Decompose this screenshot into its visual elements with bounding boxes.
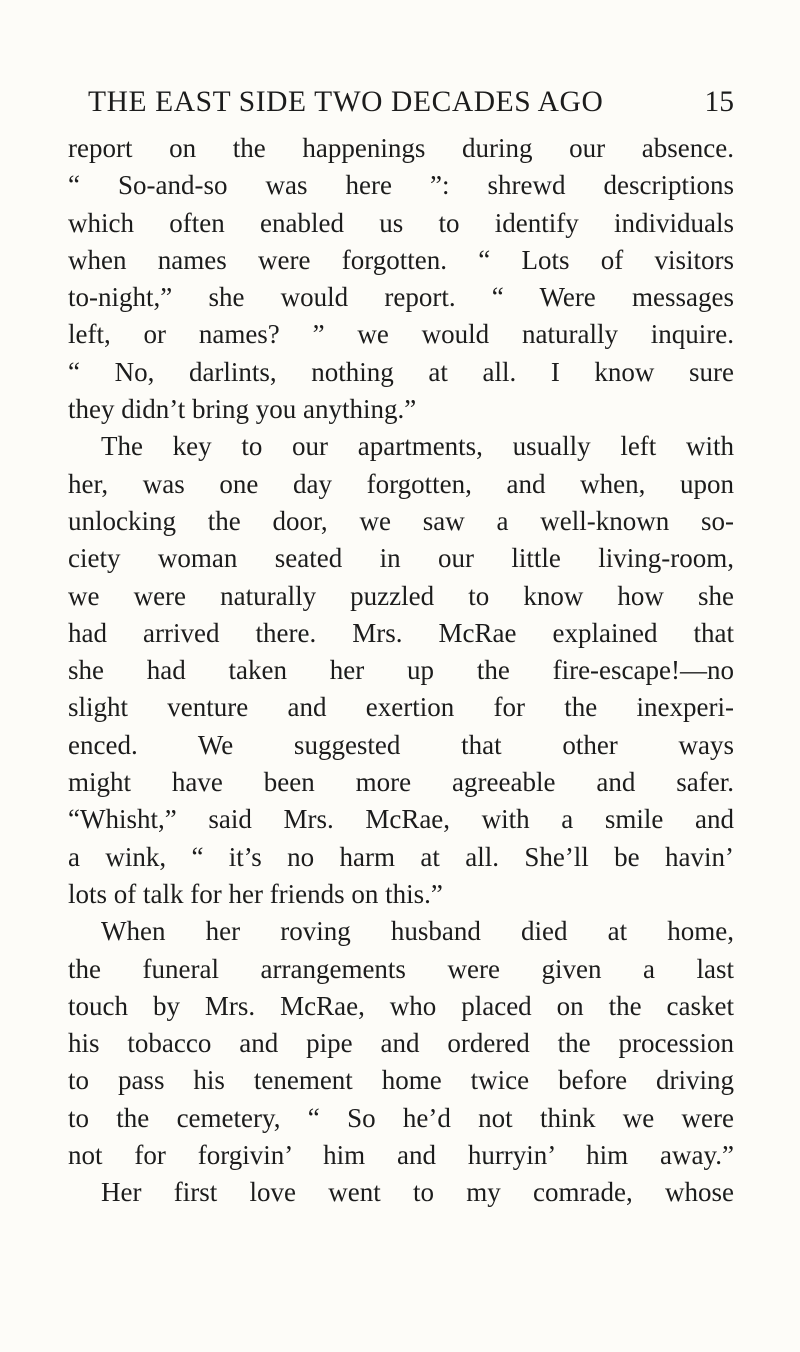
body-text — [68, 130, 734, 1212]
text-line: ciety woman seated in our little living-room, — [68, 543, 734, 574]
text-line: enced. We suggested that other ways — [68, 729, 734, 760]
text-line: touch by Mrs. McRae, who placed on the casket — [68, 990, 734, 1021]
text-line: they didn’t bring you anything.” — [68, 394, 417, 425]
text-line: unlocking the door, we saw a well-known so- — [68, 505, 734, 536]
page-number: 15 — [704, 86, 734, 118]
paragraph-first-line: Her first love went to my comrade, whose — [101, 1177, 734, 1208]
text-line: when names were forgotten. “ Lots of visitors — [68, 244, 734, 275]
running-header — [68, 86, 734, 126]
running-title: THE EAST SIDE TWO DECADES AGO — [88, 86, 604, 118]
text-line: might have been more agreeable and safer. — [68, 767, 734, 798]
text-line: “Whisht,” said Mrs. McRae, with a smile and — [68, 804, 734, 835]
text-line: she had taken her up the fire-escape!—no — [68, 655, 734, 686]
text-line: not for forgivin’ him and hurryin’ him away.” — [68, 1140, 734, 1171]
text-line: to pass his tenement home twice before driving — [68, 1065, 734, 1096]
text-line: had arrived there. Mrs. McRae explained that — [68, 617, 734, 648]
text-line: which often enabled us to identify individuals — [68, 207, 734, 238]
text-line: “ So-and-so was here ”: shrewd descriptions — [68, 170, 734, 201]
text-line: his tobacco and pipe and ordered the procession — [68, 1028, 734, 1059]
text-line: the funeral arrangements were given a last — [68, 953, 734, 984]
text-line: her, was one day forgotten, and when, upon — [68, 468, 734, 499]
paragraph-first-line: The key to our apartments, usually left with — [101, 431, 734, 462]
text-line: report on the happenings during our absence. — [68, 133, 734, 163]
text-line: to the cemetery, “ So he’d not think we were — [68, 1102, 734, 1133]
text-line: “ No, darlints, nothing at all. I know sure — [68, 356, 734, 387]
text-line: slight venture and exertion for the inexperi- — [68, 692, 734, 723]
text-line: left, or names? ” we would naturally inquire. — [68, 319, 734, 350]
text-line: lots of talk for her friends on this.” — [68, 878, 443, 909]
text-line: a wink, “ it’s no harm at all. She’ll be havin’ — [68, 841, 734, 872]
text-line: to-night,” she would report. “ Were messages — [68, 282, 734, 313]
paragraph-first-line: When her roving husband died at home, — [101, 916, 734, 947]
text-line: we were naturally puzzled to know how she — [68, 580, 734, 611]
